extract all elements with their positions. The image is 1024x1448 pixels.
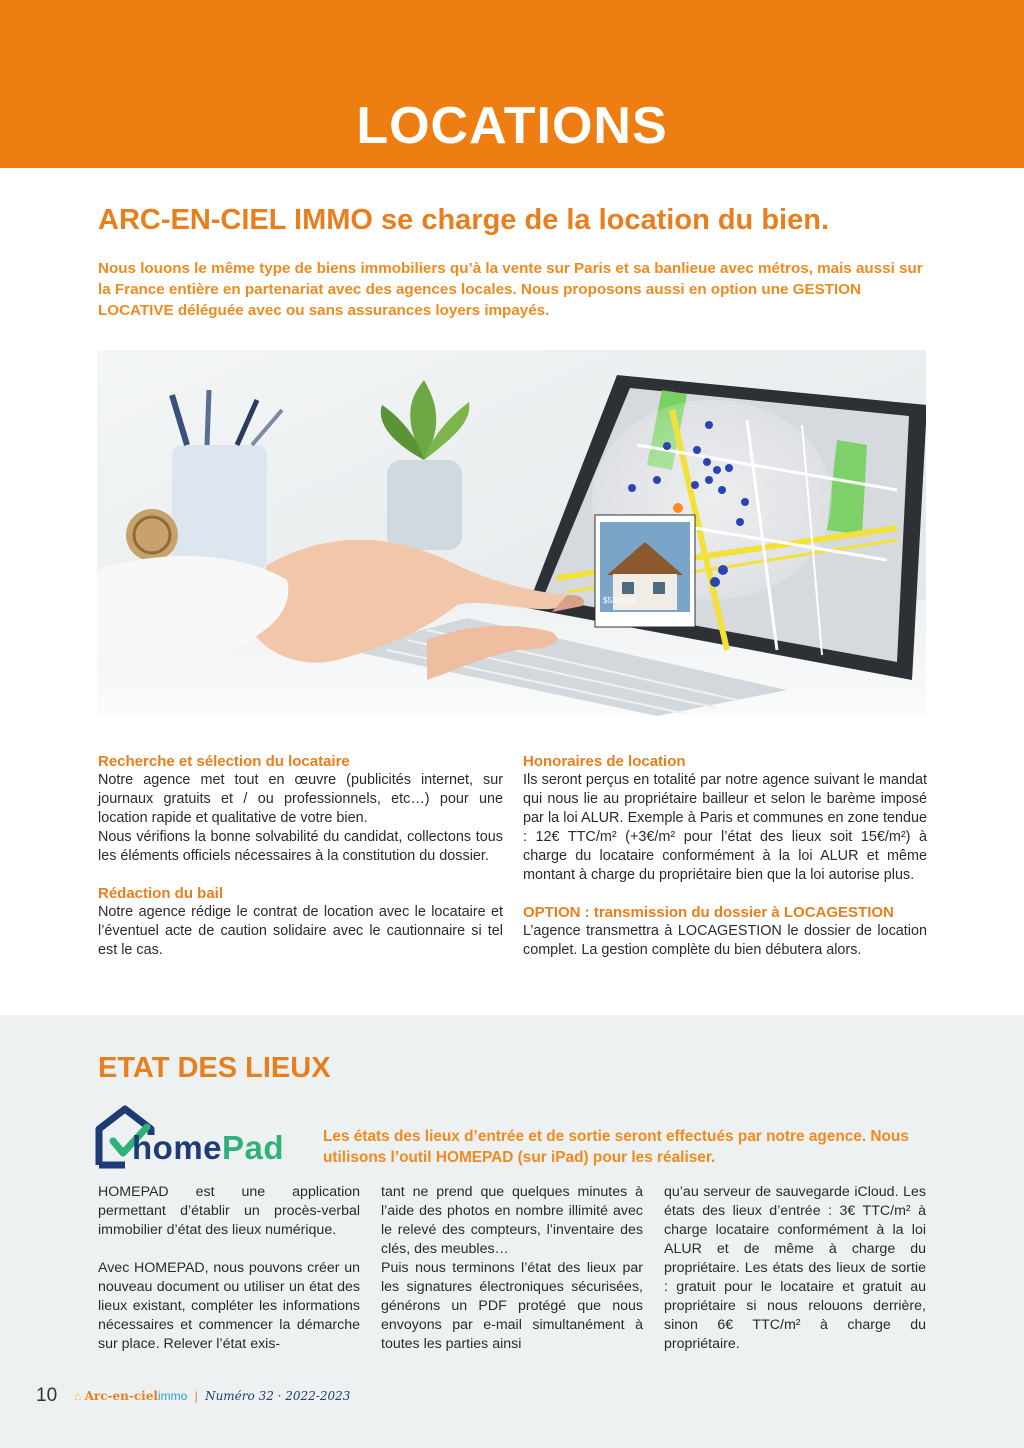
page-number: 10 bbox=[36, 1385, 58, 1406]
paragraph: HOMEPAD est une application permettant d’établir un procès-verbal immobilier d’état des lieux numérique. bbox=[98, 1184, 360, 1238]
etat-column-1 bbox=[98, 1183, 360, 1354]
left-column bbox=[98, 752, 503, 960]
section-subtitle: ARC-EN-CIEL IMMO se charge de la location du bien. bbox=[98, 204, 830, 236]
section-title-etat-des-lieux: ETAT DES LIEUX bbox=[98, 1052, 331, 1084]
paragraph: qu’au serveur de sauvegarde iCloud. Les états des lieux d’entrée : 3€ TTC/m² à charge locataire conformément à la loi ALUR et de même à charge du propriétaire. Les états des lieux de sortie : gratuit pour le locataire et gratuit au propriétaire si nous relouons derrière, sinon 6€ TTC/m² à charge du propriétaire. bbox=[664, 1184, 926, 1352]
brand-house-icon: ⌂ bbox=[74, 1389, 82, 1403]
heading-lease-drafting: Rédaction du bail bbox=[98, 885, 224, 902]
paragraph: Ils seront perçus en totalité par notre agence suivant le mandat qui nous lie au propriétaire bailleur et selon le barème imposé par la loi ALUR. Exemple à Paris et communes en zone tendue : 12€ TTC/m² (+3€/m² pour l’état des lieux soit 15€/m²) à charge du locataire conformément à la loi ALUR et même montant à charge du propriétaire bien que la loi autorise plus. bbox=[523, 772, 927, 883]
heading-locagestion-option: OPTION : transmission du dossier à LOCAGESTION bbox=[523, 904, 894, 921]
logo-word-pad: Pad bbox=[222, 1129, 285, 1166]
page-banner bbox=[0, 0, 1024, 168]
footer-separator: | bbox=[194, 1389, 198, 1403]
right-column bbox=[523, 752, 927, 960]
issue-info: Numéro 32 · 2022-2023 bbox=[205, 1389, 351, 1403]
listing-price: $530 000 bbox=[603, 596, 637, 605]
brand-name: Arc-en-ciel bbox=[84, 1389, 158, 1403]
paragraph: Notre agence rédige le contrat de location avec le locataire et l’éventuel acte de caution solidaire avec le cautionnaire si tel est le cas. bbox=[98, 904, 503, 958]
paragraph: Puis nous terminons l’état des lieux par les signatures électroniques sécurisées, générons un PDF protégé que nous envoyons par e-mail simultanément à toutes les parties ainsi bbox=[381, 1260, 643, 1352]
logo-word-home: home bbox=[132, 1129, 223, 1166]
paragraph: Notre agence met tout en œuvre (publicités internet, sur journaux gratuits et / ou professionnels, etc…) pour une location rapide et qualitative de votre bien. bbox=[98, 772, 503, 826]
heading-rental-fees: Honoraires de location bbox=[523, 753, 686, 770]
paragraph: Nous vérifions la bonne solvabilité du candidat, collectons tous les éléments officiels nécessaires à la constitution du dossier. bbox=[98, 829, 503, 864]
laptop-map-photo bbox=[97, 350, 926, 716]
paragraph: L’agence transmettra à LOCAGESTION le dossier de location complet. La gestion complète du bien débutera alors. bbox=[523, 923, 927, 958]
footer-brand bbox=[74, 1387, 350, 1405]
laptop-map-illustration bbox=[97, 350, 926, 716]
intro-paragraph: Nous louons le même type de biens immobiliers qu’à la vente sur Paris et sa banlieue avec métros, mais aussi sur la France entière en partenariat avec des agences locales. Nous proposons aussi en option une GESTION LOCATIVE déléguée avec ou sans assurances loyers impayés. bbox=[98, 260, 923, 319]
etat-column-3 bbox=[664, 1183, 926, 1354]
paragraph: Avec HOMEPAD, nous pouvons créer un nouveau document ou utiliser un état des lieux existant, compléter les informations nécessaires et commencer la démarche sur place. Relever l’état exis- bbox=[98, 1260, 360, 1352]
etat-column-2 bbox=[381, 1183, 643, 1354]
paragraph: tant ne prend que quelques minutes à l’aide des photos en nombre illimité avec le relevé des compteurs, l’inventaire des clés, des meubles… bbox=[381, 1184, 643, 1257]
homepad-intro: Les états des lieux d’entrée et de sortie seront effectués par notre agence. Nous utilisons l’outil HOMEPAD (sur iPad) pour les réaliser. bbox=[323, 1128, 909, 1166]
page-title: LOCATIONS bbox=[356, 97, 668, 155]
heading-tenant-selection: Recherche et sélection du locataire bbox=[98, 753, 350, 770]
homepad-logo-text bbox=[132, 1128, 284, 1168]
brand-suffix: immo bbox=[157, 1389, 188, 1403]
